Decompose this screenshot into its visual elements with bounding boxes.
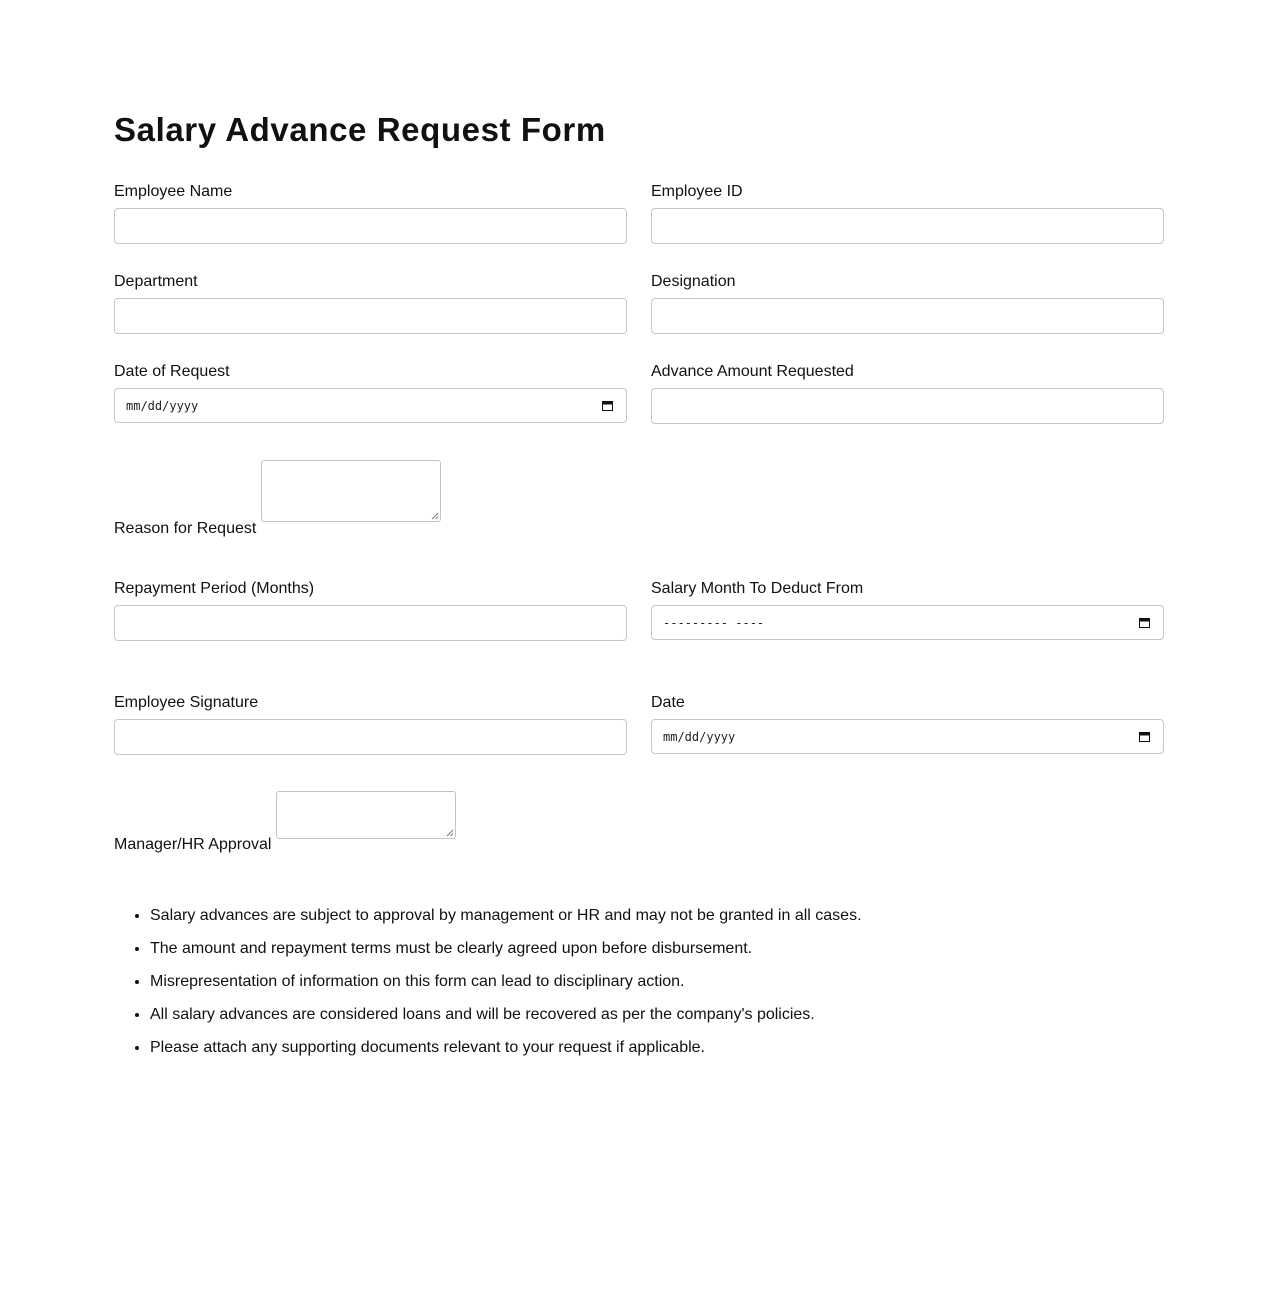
employee-id-input[interactable]: [651, 208, 1164, 244]
department-label: Department: [114, 273, 198, 290]
list-item: • All salary advances are considered loans and will be recovered as per the company's policies.: [150, 1005, 862, 1025]
list-item: • Misrepresentation of information on this form can lead to disciplinary action.: [150, 972, 862, 992]
designation-input[interactable]: [651, 298, 1164, 334]
approval-textarea[interactable]: [276, 791, 456, 839]
calendar-icon[interactable]: [1139, 731, 1150, 742]
department-group: [114, 272, 627, 292]
list-item: • Please attach any supporting documents relevant to your request if applicable.: [150, 1038, 862, 1058]
date-of-request-label: Date of Request: [114, 363, 230, 380]
page-title: Salary Advance Request Form: [114, 111, 606, 148]
salary-month-placeholder: --------- ----: [663, 616, 765, 630]
employee-name-group: [114, 182, 627, 202]
reason-label: Reason for Request: [114, 520, 257, 537]
employee-signature-group: [114, 693, 627, 713]
repayment-period-input[interactable]: [114, 605, 627, 641]
date-group: [651, 693, 1164, 744]
employee-signature-input[interactable]: [114, 719, 627, 755]
calendar-icon[interactable]: [602, 400, 613, 411]
date-placeholder: mm/dd/yyyy: [663, 730, 736, 744]
list-item: • Salary advances are subject to approval by management or HR and may not be granted in all cases.: [150, 906, 862, 926]
advance-amount-label: Advance Amount Requested: [651, 363, 854, 380]
employee-id-label: Employee ID: [651, 183, 743, 200]
date-input[interactable]: [651, 719, 1164, 754]
employee-id-group: [651, 182, 1164, 202]
salary-month-label: Salary Month To Deduct From: [651, 580, 864, 597]
date-label: Date: [651, 694, 685, 711]
reason-group: [114, 460, 444, 540]
repayment-period-label: Repayment Period (Months): [114, 580, 315, 597]
repayment-period-group: [114, 579, 627, 599]
resize-grip-icon[interactable]: [446, 829, 454, 837]
resize-grip-icon[interactable]: [431, 512, 439, 520]
employee-name-label: Employee Name: [114, 183, 233, 200]
advance-amount-group: [651, 362, 1164, 382]
advance-amount-input[interactable]: [651, 388, 1164, 424]
calendar-icon[interactable]: [1139, 617, 1150, 628]
date-of-request-group: [114, 362, 627, 413]
designation-label: Designation: [651, 273, 736, 290]
approval-label: Manager/HR Approval: [114, 836, 272, 853]
date-of-request-input[interactable]: [114, 388, 627, 423]
department-input[interactable]: [114, 298, 627, 334]
employee-signature-label: Employee Signature: [114, 694, 259, 711]
notes-list: [114, 906, 862, 1071]
salary-month-input[interactable]: [651, 605, 1164, 640]
list-item: • The amount and repayment terms must be clearly agreed upon before disbursement.: [150, 939, 862, 959]
approval-group: [114, 791, 459, 861]
designation-group: [651, 272, 1164, 292]
employee-name-input[interactable]: [114, 208, 627, 244]
date-of-request-placeholder: mm/dd/yyyy: [126, 399, 199, 413]
reason-textarea[interactable]: [261, 460, 441, 522]
salary-month-group: [651, 579, 1164, 630]
